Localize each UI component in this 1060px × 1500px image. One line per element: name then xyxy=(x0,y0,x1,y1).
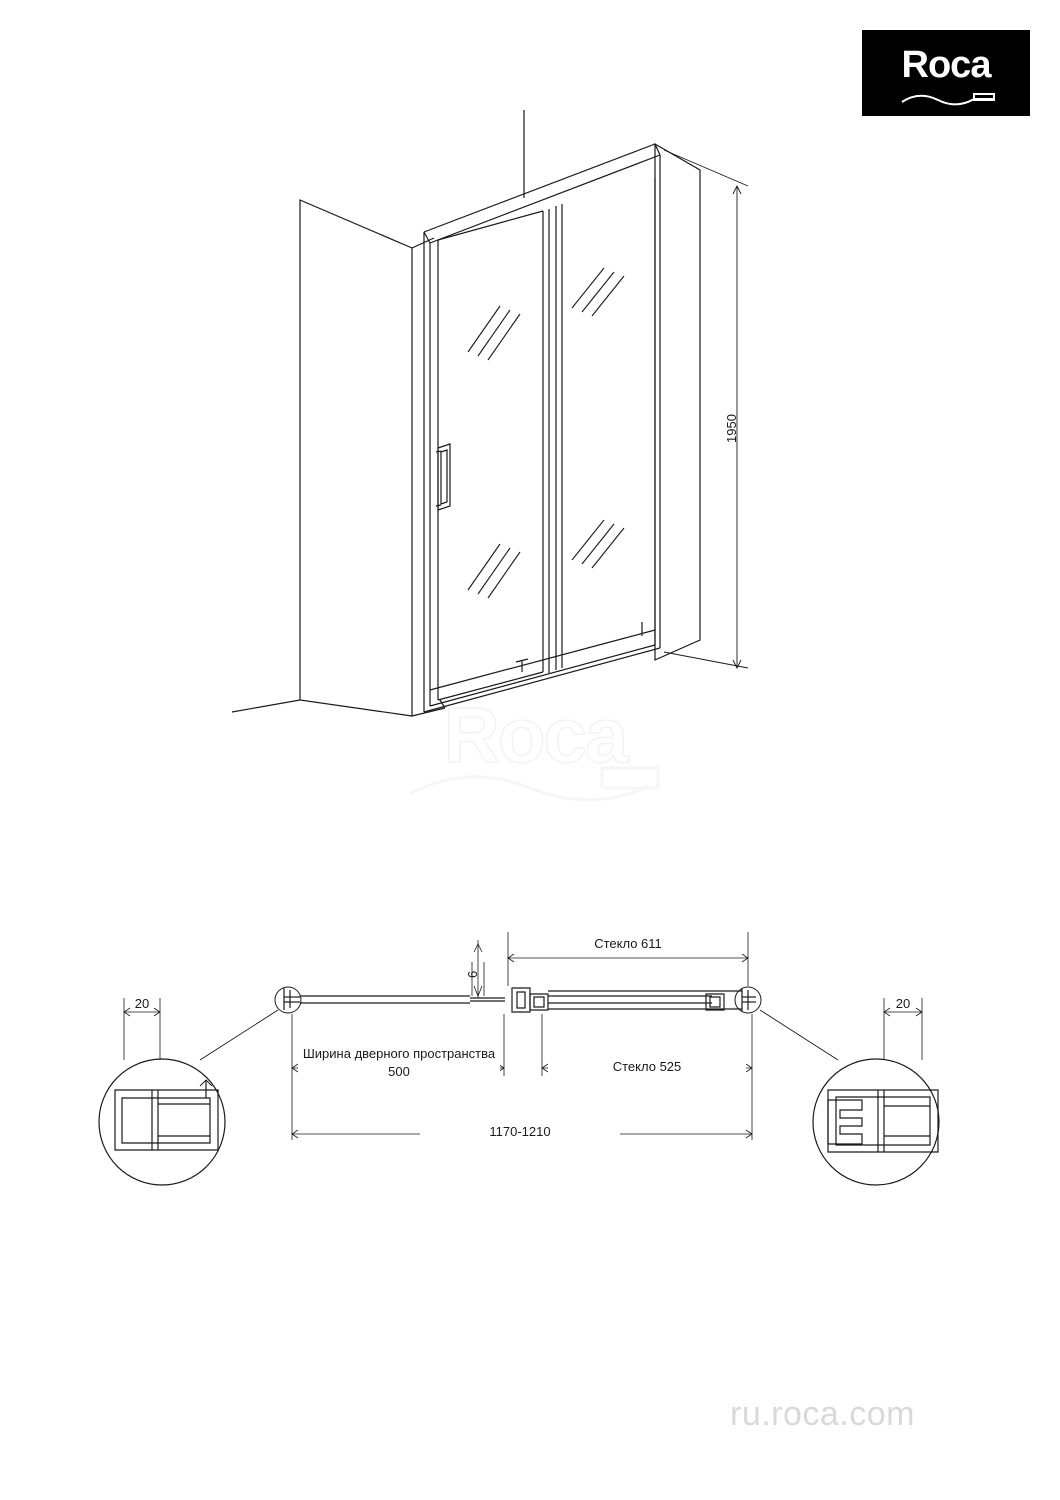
watermark-url: ru.roca.com xyxy=(730,1395,915,1433)
dimension-label-door-opening-value: 500 xyxy=(298,1064,500,1079)
side-wall-panel xyxy=(232,200,445,716)
dimension-height-1950 xyxy=(664,150,748,668)
plan-assembly xyxy=(284,988,756,1012)
right-return-wall xyxy=(655,144,700,660)
detail-bubble-left xyxy=(99,1059,225,1185)
dimension-label-thickness: 6 xyxy=(465,970,480,978)
dimension-label-detail-left: 20 xyxy=(134,996,150,1011)
enclosure-frame xyxy=(424,232,660,712)
detail-bubble-right xyxy=(813,1059,939,1185)
top-rail xyxy=(412,110,660,248)
door-handle xyxy=(436,444,450,510)
fixed-glass-panel xyxy=(549,178,655,673)
sliding-door-glass xyxy=(438,211,543,700)
glass-reflection-lines xyxy=(468,268,624,598)
dimension-label-overall-width: 1170-1210 xyxy=(420,1124,620,1139)
plan-dimension-lines xyxy=(292,932,752,1140)
dimension-label-glass-inner: Стекло 525 xyxy=(548,1059,746,1074)
dimension-label-detail-right: 20 xyxy=(895,996,911,1011)
dimension-label-height: 1950 xyxy=(724,414,739,443)
detail-leaders xyxy=(200,1010,838,1060)
dimension-label-door-opening: Ширина дверного пространства xyxy=(302,1046,496,1061)
roca-logo-text: Roca xyxy=(901,44,991,86)
dimension-label-glass-top: Стекло 611 xyxy=(594,936,662,951)
watermark-center-text: Roca xyxy=(443,691,627,779)
